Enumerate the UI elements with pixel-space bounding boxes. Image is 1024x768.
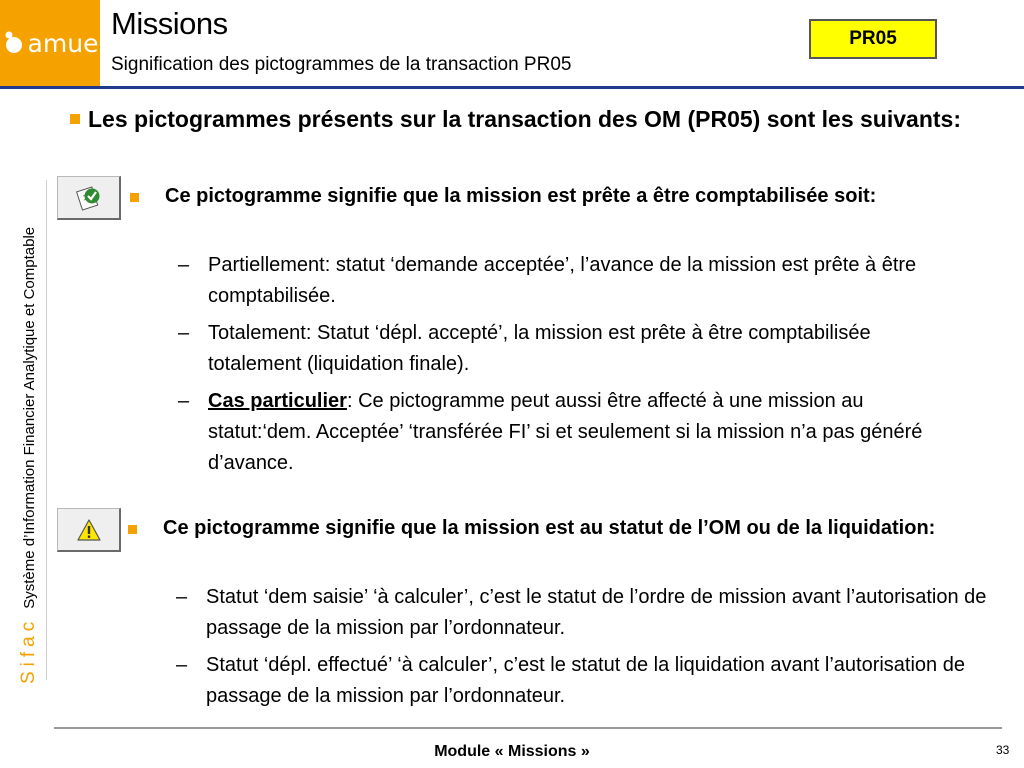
page-number: 33 — [996, 743, 1010, 757]
picto-ready-to-post — [57, 176, 121, 220]
section-2-title-text: Ce pictogramme signifie que la mission est au statut de l’OM ou de la liquidation: — [163, 517, 936, 539]
list-item: – Statut ‘dem saisie’ ‘à calculer’, c’est le statut de l’ordre de mission avant l’autorisation de passage de la mission par l’ordonnateur. — [176, 582, 1021, 644]
emphasis-label: Cas particulier — [208, 390, 347, 412]
warning-triangle-icon — [76, 518, 102, 542]
section-2-title — [163, 513, 1013, 543]
transaction-badge: PR05 — [809, 19, 937, 59]
dash-bullet: – — [178, 322, 190, 344]
bullet-square-icon — [128, 525, 137, 534]
page-title: Missions — [111, 6, 228, 41]
sidebar-text: Système d’Information Financier Analytique et Comptable — [21, 226, 38, 609]
intro-text: Les pictogrammes présents sur la transaction des OM (PR05) sont les suivants: — [88, 106, 961, 132]
dash-bullet: – — [176, 654, 188, 676]
section-1-title-text: Ce pictogramme signifie que la mission est prête a être comptabilisée soit: — [165, 185, 877, 207]
list-item: – Partiellement: statut ‘demande acceptée’, l’avance de la mission est prête à être comptabilisée. — [178, 250, 948, 312]
section-1-title — [165, 181, 885, 211]
dash-bullet: – — [176, 586, 188, 608]
checkmark-document-icon — [74, 184, 104, 212]
bullet-square-icon — [70, 114, 80, 124]
bullet-square-icon — [130, 193, 139, 202]
list-item: – Statut ‘dépl. effectué’ ‘à calculer’, c’est le statut de la liquidation avant l’autorisation de passage de la mission par l’ordonnateur. — [176, 650, 1021, 712]
logo-text: amue — [27, 28, 99, 58]
list-item: – Totalement: Statut ‘dépl. accepté’, la mission est prête à être comptabilisée totalement (liquidation finale). — [178, 318, 948, 380]
footer-module: Module « Missions » — [434, 743, 590, 760]
amue-logo — [0, 0, 100, 86]
dash-bullet: – — [178, 390, 190, 412]
picto-pending-status — [57, 508, 121, 552]
footer-divider — [54, 727, 1002, 729]
section-1-list — [178, 250, 948, 485]
sidebar-brand: Sifac — [18, 616, 39, 684]
header-divider — [0, 86, 1024, 89]
dash-bullet: – — [178, 254, 190, 276]
section-2-list — [176, 582, 1021, 718]
sidebar-caption — [18, 184, 40, 684]
sidebar-divider — [46, 180, 47, 680]
intro-heading — [70, 102, 1010, 136]
list-item: – Cas particulier: Ce pictogramme peut aussi être affecté à une mission au statut:‘dem. Acceptée’ ‘transférée FI’ si et seulement si la mission n’a pas généré d’avance. — [178, 386, 948, 479]
page-subtitle: Signification des pictogrammes de la transaction PR05 — [111, 54, 572, 75]
amue-logo-mark-icon — [2, 30, 26, 56]
